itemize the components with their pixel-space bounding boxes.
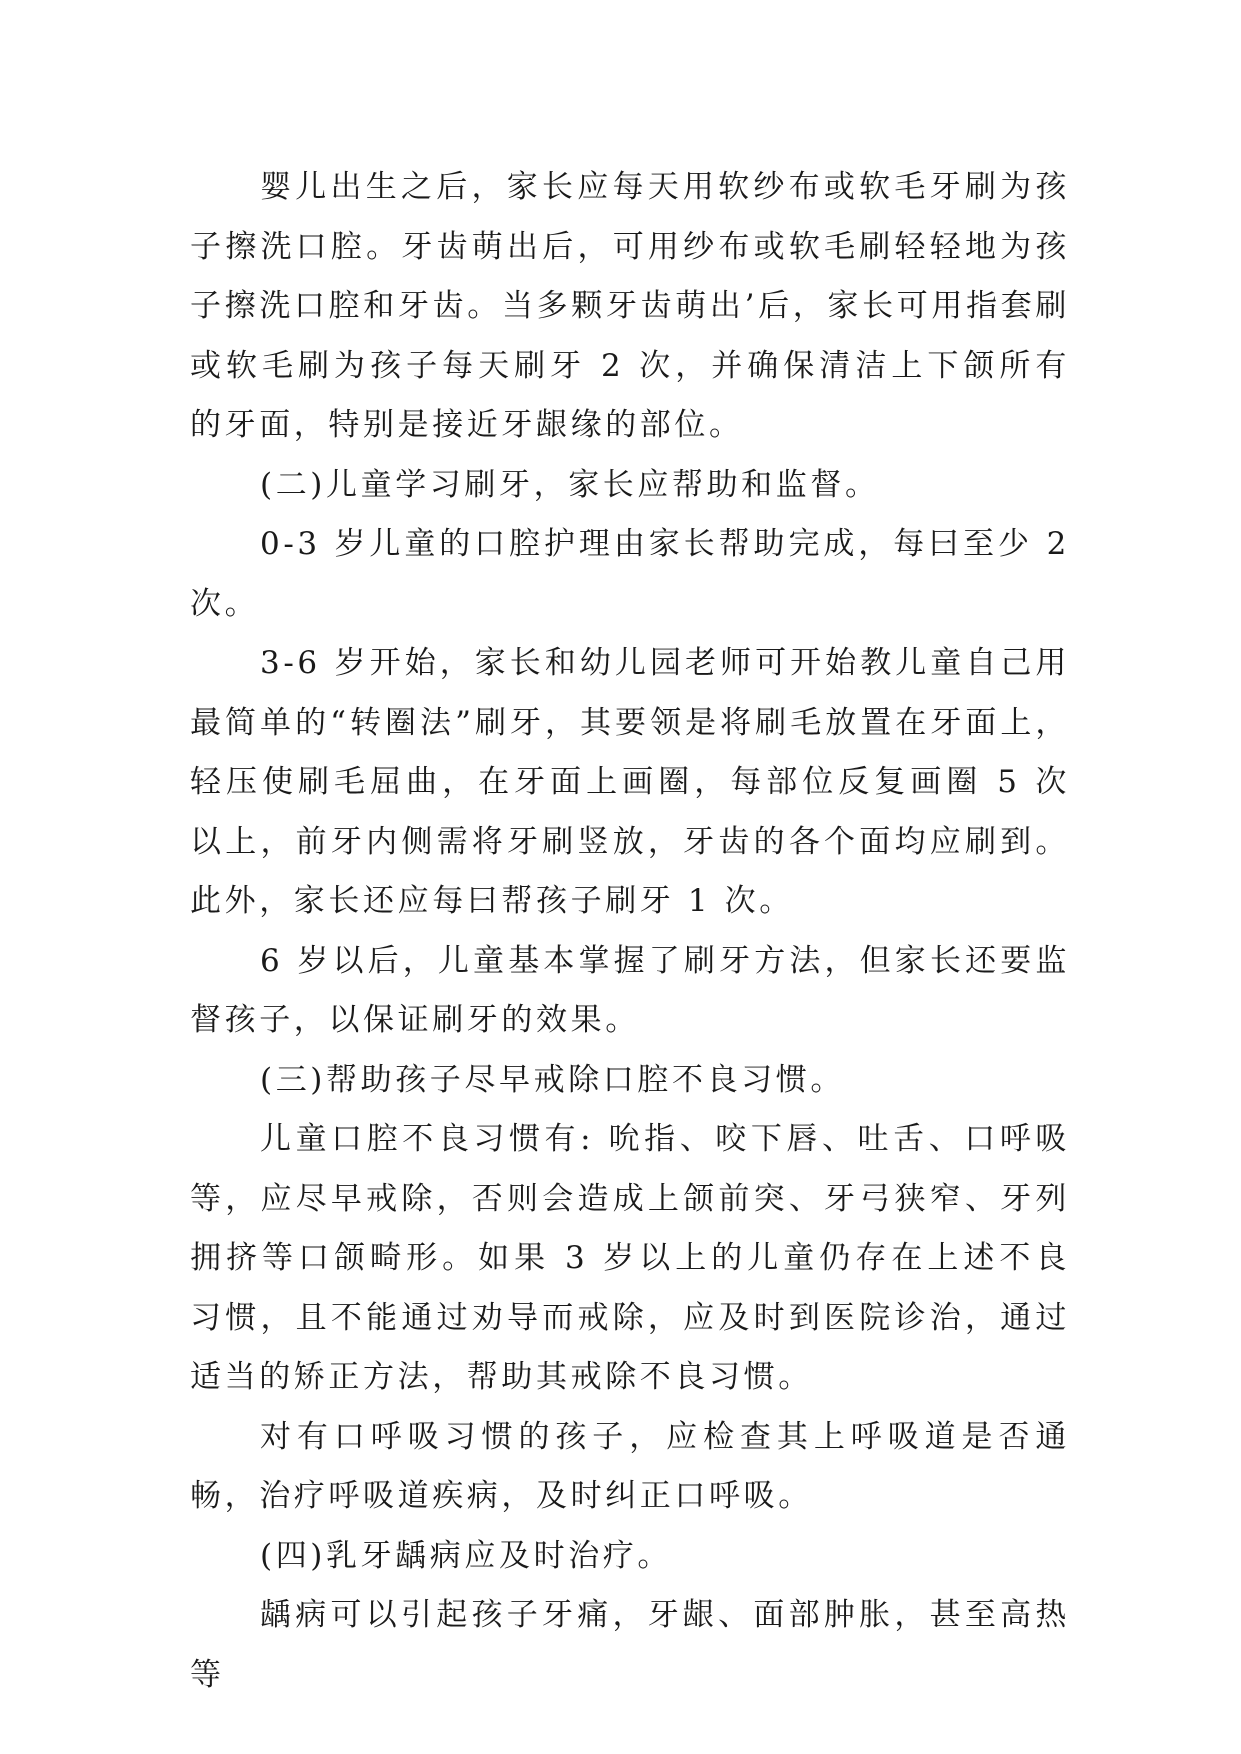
heading-section-2: (二)儿童学习刷牙，家长应帮助和监督。 xyxy=(260,466,880,503)
document-body xyxy=(190,158,1070,1705)
paragraph-age-3-6: 3-6 岁开始，家长和幼儿园老师可开始教儿童自己用最简单的“转圈法”刷牙，其要领是将刷毛放置在牙面上，轻压使刷毛屈曲，在牙面上画圈，每部位反复画圈 5 次以上，前牙内侧需将牙刷竖放，牙齿的各个面均应刷到。此外，家长还应每曰帮孩子刷牙 1 次。 xyxy=(190,645,1070,919)
paragraph-infant-oral-cleaning: 婴儿出生之后，家长应每天用软纱布或软毛牙刷为孩子擦洗口腔。牙齿萌出后，可用纱布或软毛刷轻轻地为孩子擦洗口腔和牙齿。当多颗牙齿萌出’后，家长可用指套刷或软毛刷为孩子每天刷牙 2 次，并确保清洁上下颌所有的牙面，特别是接近牙龈缘的部位。 xyxy=(190,169,1070,443)
paragraph-bad-habits: 儿童口腔不良习惯有: 吮指、咬下唇、吐舌、口呼吸等，应尽早戒除，否则会造成上颌前突、牙弓狭窄、牙列拥挤等口颌畸形。如果 3 岁以上的儿童仍存在上述不良习惯，且不能通过劝导而戒除，应及时到医院诊治，通过适当的矫正方法，帮助其戒除不良习惯。 xyxy=(190,1121,1070,1395)
paragraph-mouth-breathing: 对有口呼吸习惯的孩子，应检查其上呼吸道是否通畅，治疗呼吸道疾病，及时纠正口呼吸。 xyxy=(190,1418,1070,1514)
paragraph-age-0-3: 0-3 岁儿童的口腔护理由家长帮助完成，每曰至少 2 次。 xyxy=(190,526,1070,622)
heading-section-4: (四)乳牙龋病应及时治疗。 xyxy=(260,1537,672,1574)
paragraph-caries: 龋病可以引起孩子牙痛，牙龈、面部肿胀，甚至高热等 xyxy=(190,1597,1070,1693)
paragraph-age-6-plus: 6 岁以后，儿童基本掌握了刷牙方法，但家长还要监督孩子，以保证刷牙的效果。 xyxy=(190,942,1070,1038)
heading-section-3: (三)帮助孩子尽早戒除口腔不良习惯。 xyxy=(260,1061,845,1098)
